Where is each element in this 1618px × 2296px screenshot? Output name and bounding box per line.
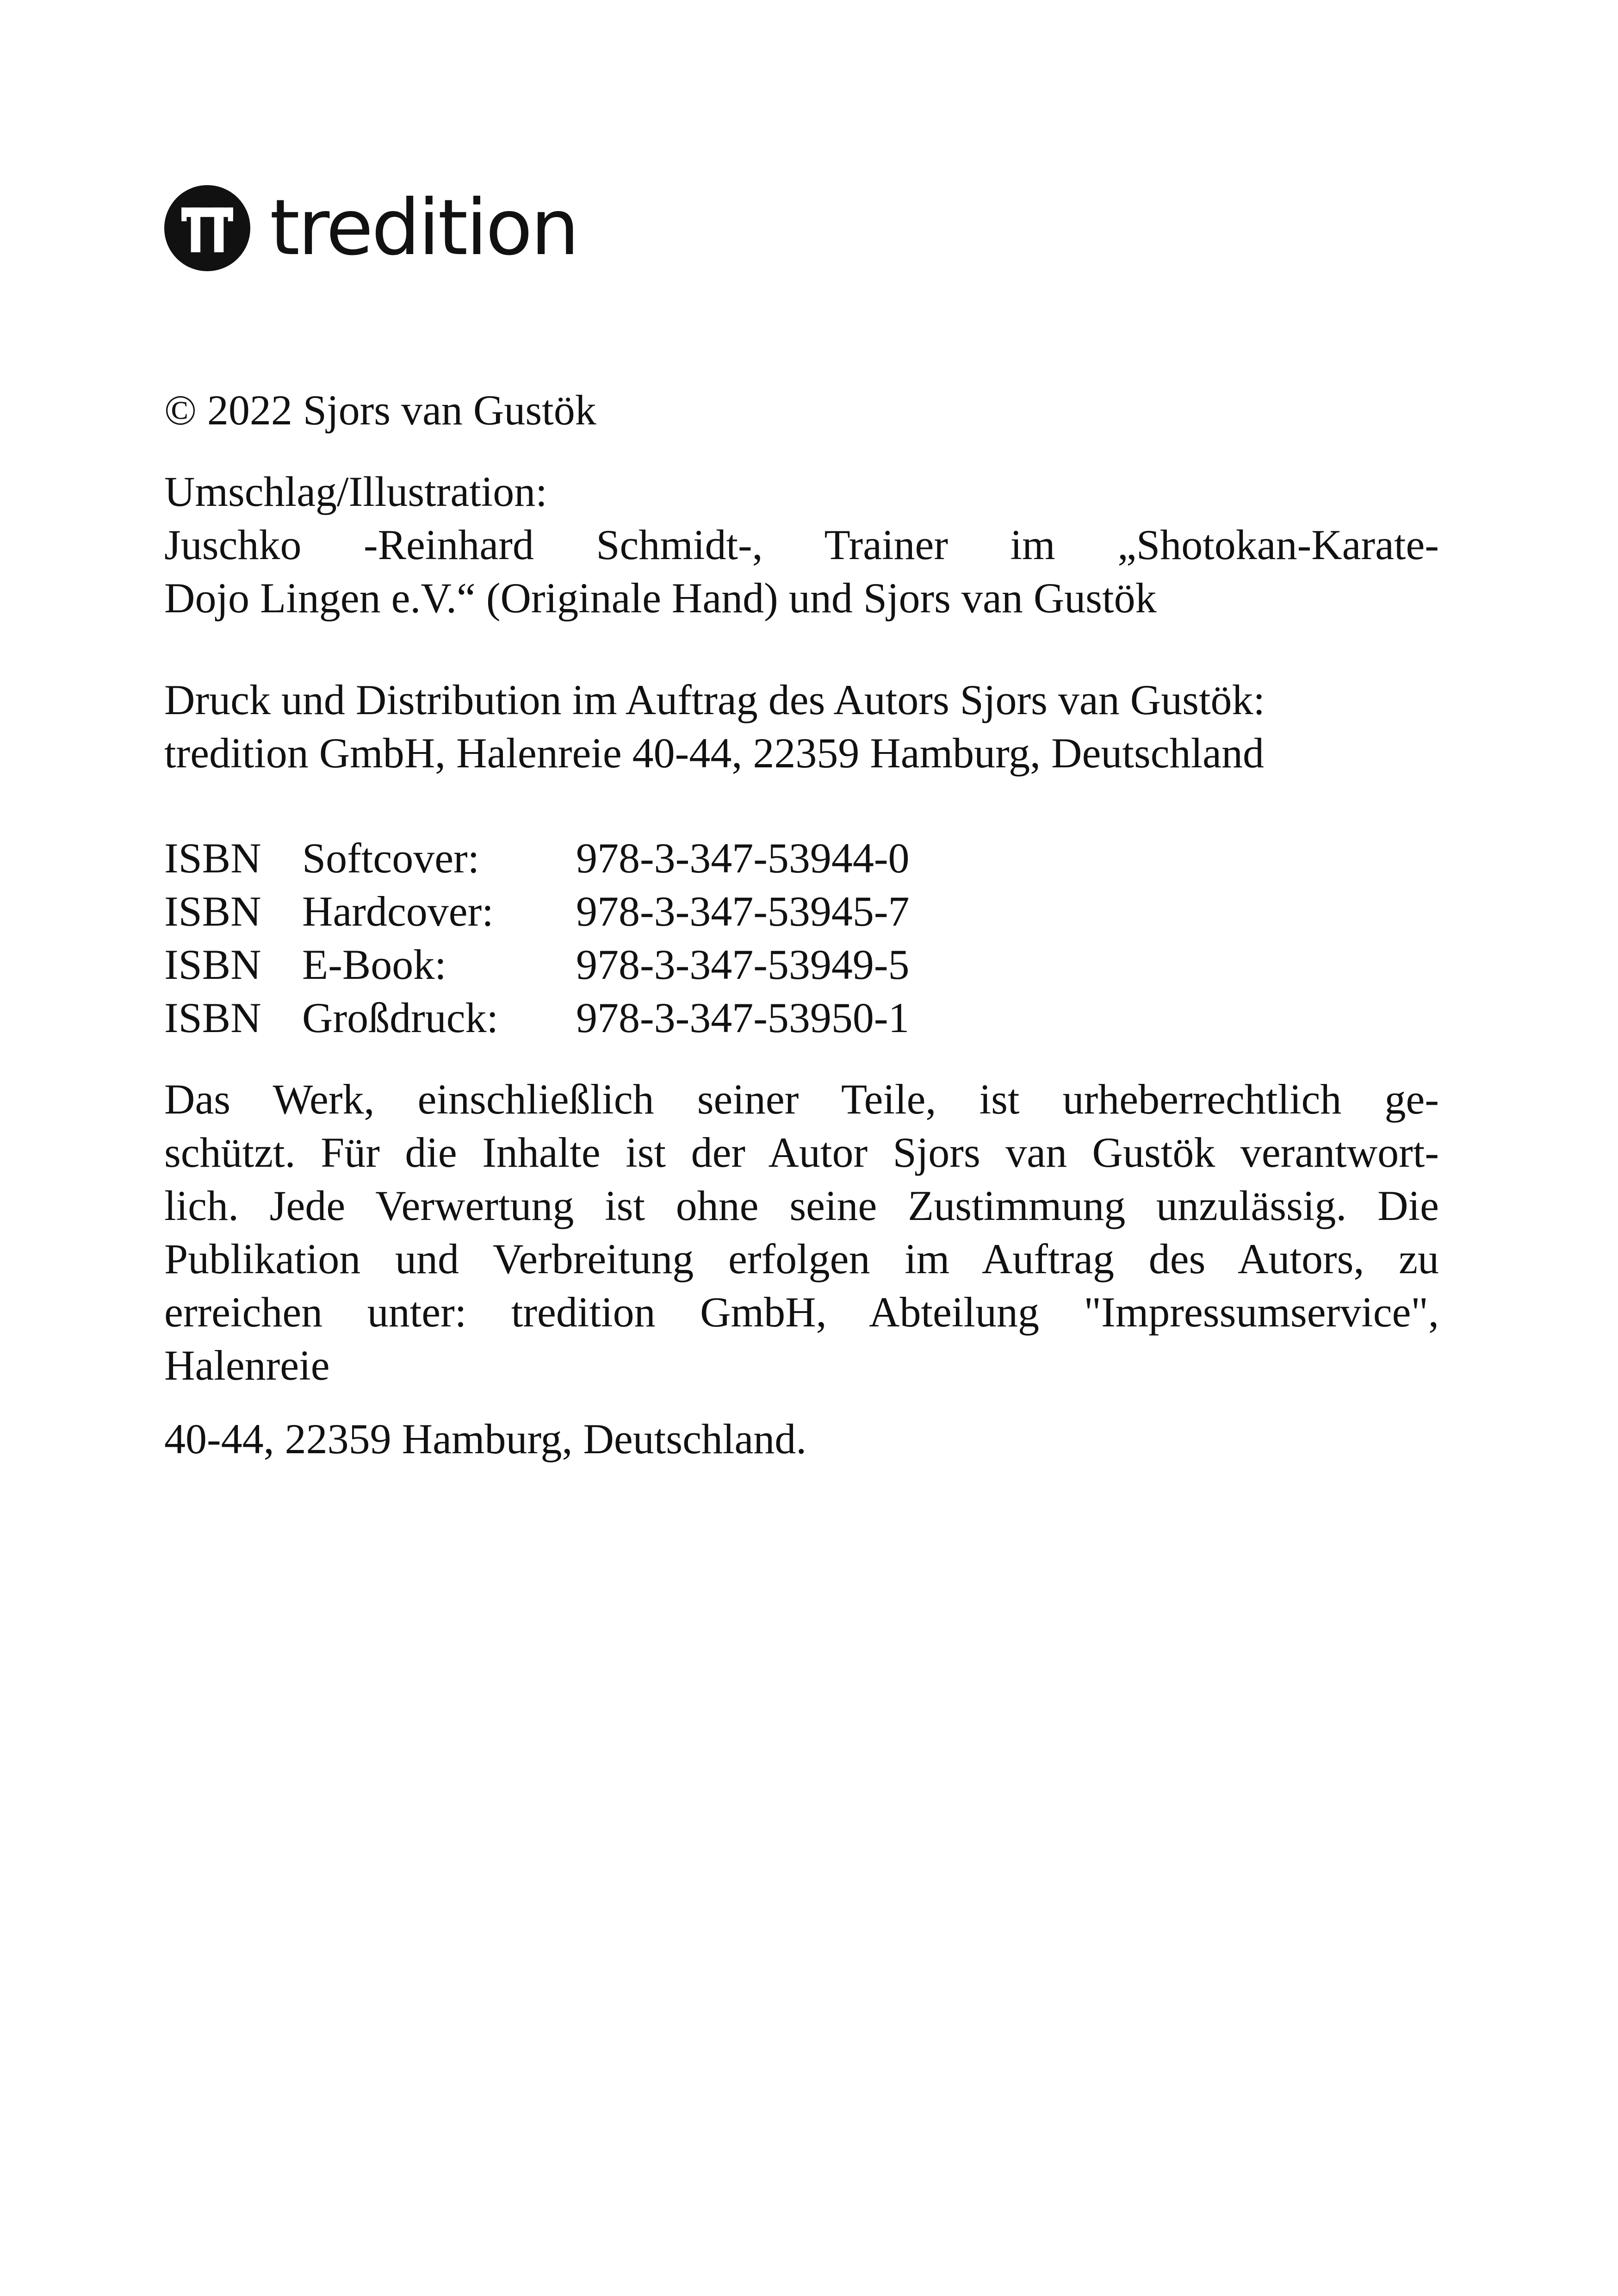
isbn-format: E-Book:: [302, 941, 446, 988]
cover-credit-line: Dojo Lingen e.V.“ (Originale Hand) und Sjors van Gustök: [164, 574, 1157, 622]
cover-credit: [164, 518, 1439, 625]
address-line: 40-44, 22359 Hamburg, Deutschland.: [164, 1415, 807, 1462]
distribution-line: tredition GmbH, Halenreie 40-44, 22359 Hamburg, Deutschland: [164, 729, 1264, 777]
isbn-number: 978-3-347-53949-5: [576, 941, 910, 988]
isbn-prefix: ISBN: [164, 994, 261, 1041]
isbn-format: Softcover:: [302, 834, 480, 882]
legal-line: lich. Jede Verwertung ist ohne seine Zustimmung unzulässig. Die: [164, 1182, 1439, 1229]
distribution-line: Druck und Distribution im Auftrag des Autors Sjors van Gustök:: [164, 676, 1265, 723]
cover-heading: Umschlag/Illustration:: [164, 468, 547, 515]
logo-wordmark: tredition: [270, 183, 578, 273]
legal-line: schützt. Für die Inhalte ist der Autor Sjors van Gustök verantwort-: [164, 1129, 1439, 1176]
isbn-prefix: ISBN: [164, 941, 261, 988]
legal-paragraph: [164, 1073, 1439, 1392]
legal-line: Das Werk, einschließlich seiner Teile, ist urheberrechtlich ge-: [164, 1076, 1439, 1123]
legal-line: erreichen unter: tredition GmbH, Abteilung "Impressumservice",: [164, 1288, 1439, 1336]
isbn-prefix: ISBN: [164, 834, 261, 882]
copyright-line: © 2022 Sjors van Gustök: [164, 386, 596, 434]
isbn-format: Großdruck:: [302, 994, 499, 1041]
isbn-number: 978-3-347-53945-7: [576, 888, 910, 935]
isbn-number: 978-3-347-53950-1: [576, 994, 910, 1041]
isbn-format: Hardcover:: [302, 888, 494, 935]
isbn-prefix: ISBN: [164, 888, 261, 935]
legal-line: Halenreie: [164, 1342, 330, 1389]
isbn-number: 978-3-347-53944-0: [576, 834, 910, 882]
legal-line: Publikation und Verbreitung erfolgen im Auftrag des Autors, zu: [164, 1235, 1439, 1282]
publisher-logo: [164, 184, 577, 272]
tredition-logo-icon: [164, 185, 250, 271]
cover-credit-line: Juschko -Reinhard Schmidt-, Trainer im „Shotokan-Karate-: [164, 521, 1439, 568]
